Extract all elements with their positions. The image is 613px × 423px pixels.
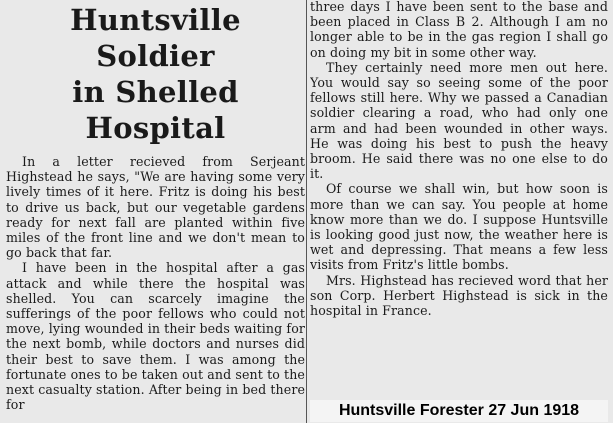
left-column <box>6 0 305 423</box>
right-column <box>310 0 608 423</box>
article-paragraph: Mrs. Highstead has recieved word that her son Corp. Herbert Highstead is sick in the hospital in France. <box>310 272 608 319</box>
article-paragraph: three days I have been sent to the base and been placed in Class B 2. Although I am no longer able to be in the gas region I shall go on doing my bit in some other way. <box>310 0 608 60</box>
column-divider <box>306 0 307 423</box>
headline-line-1: Huntsville Soldier <box>70 3 241 73</box>
headline <box>6 0 305 146</box>
headline-line-2: in Shelled <box>72 75 239 109</box>
headline-line-3: Hospital <box>85 111 226 145</box>
source-caption: Huntsville Forester 27 Jun 1918 <box>310 400 608 422</box>
article-paragraph: Of course we shall win, but how soon is more than we can say. You people at home know more than we do. I suppose Huntsville is looking good just now, the weather here is wet and depressing. That means a few less visits from Fritz's little bombs. <box>310 181 608 273</box>
article-paragraph: In a letter recieved from Serjeant Highstead he says, "We are having some very lively times of it here. Fritz is doing his best to drive us back, but our vegetable gardens ready for next fall are planted within five miles of the front line and we don't mean to go back that far. <box>6 154 305 261</box>
article-paragraph: I have been in the hospital after a gas attack and while there the hospital was shelled. You can scarcely imagine the sufferings of the poor fellows who could not move, lying wounded in their beds waiting for the next bomb, while doctors and nurses did their best to save them. I was among the fortunate ones to be taken out and sent to the next casualty station. After being in bed there for <box>6 260 305 413</box>
article-paragraph: They certainly need more men out here. You would say so seeing some of the poor fellows still here. Why we passed a Canadian soldier clearing a road, who had only one arm and had been wounded in other ways. He was doing his best to push the heavy broom. He said there was no one else to do it. <box>310 59 608 182</box>
